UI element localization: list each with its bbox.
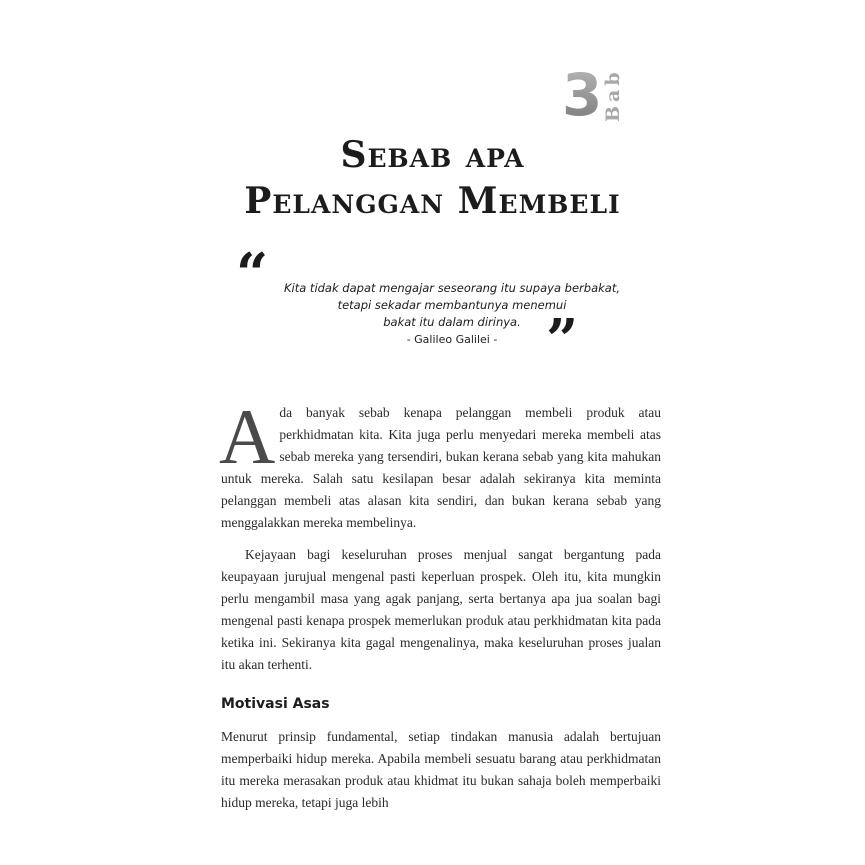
chapter-number: 3 [562, 61, 603, 129]
paragraph-2: Kejayaan bagi keseluruhan proses menjual sangat bergantung pada keupayaan jurujual mengenal pasti keperluan prospek. Oleh itu, kita mungkin perlu mengambil masa yang agak panjang, serta bertanya apa jua soalan bagi mengenal pasti kenapa prospek memerlukan produk atau perkhidmatan kita pada ketika ini. Sekiranya kita gagal mengenalinya, maka keseluruhan proses jualan itu akan terhenti. [221, 547, 661, 672]
epigraph-author: - Galileo Galilei - [406, 333, 498, 346]
section-heading: Motivasi Asas [221, 696, 330, 712]
paragraph-3: Menurut prinsip fundamental, setiap tindakan manusia adalah bertujuan memperbaiki hidup mereka. Apabila membeli sesuatu barang atau perkhidmatan itu mereka merasakan produk atau khidmat itu bukan sahaja boleh memperbaiki hidup mereka, tetapi juga lebih [221, 729, 661, 810]
epigraph-line-1: Kita tidak dapat mengajar seseorang itu supaya berbakat, [283, 281, 620, 295]
epigraph [262, 280, 642, 348]
chapter-title-line-1: Sebab apa [340, 134, 525, 176]
epigraph-line-2: tetapi sekadar membantunya menemui [337, 298, 567, 312]
epigraph-line-3: bakat itu dalam dirinya. [383, 315, 521, 329]
chapter-title-line-2: Pelanggan Membeli [244, 180, 621, 222]
drop-cap: A [219, 393, 276, 480]
chapter-title [0, 132, 865, 224]
paragraph-1 [219, 393, 661, 534]
close-quote-mark: ” [546, 307, 579, 373]
chapter-label: Bab [602, 68, 624, 122]
body-text [219, 393, 661, 824]
paragraph-1-text: da banyak sebab kenapa pelanggan membeli produk atau perkhidmatan kita. Kita juga perlu menyedari mereka membeli atas sebab mereka yang tersendiri, bukan kerana sebab yang kita mahukan untuk mereka. Salah satu kesilapan besar adalah sekiranya kita meminta pelanggan membeli atas alasan kita sendiri, dan bukan kerana sebab yang menggalakkan mereka membelinya. [221, 405, 661, 530]
open-quote-mark: “ [236, 241, 269, 307]
